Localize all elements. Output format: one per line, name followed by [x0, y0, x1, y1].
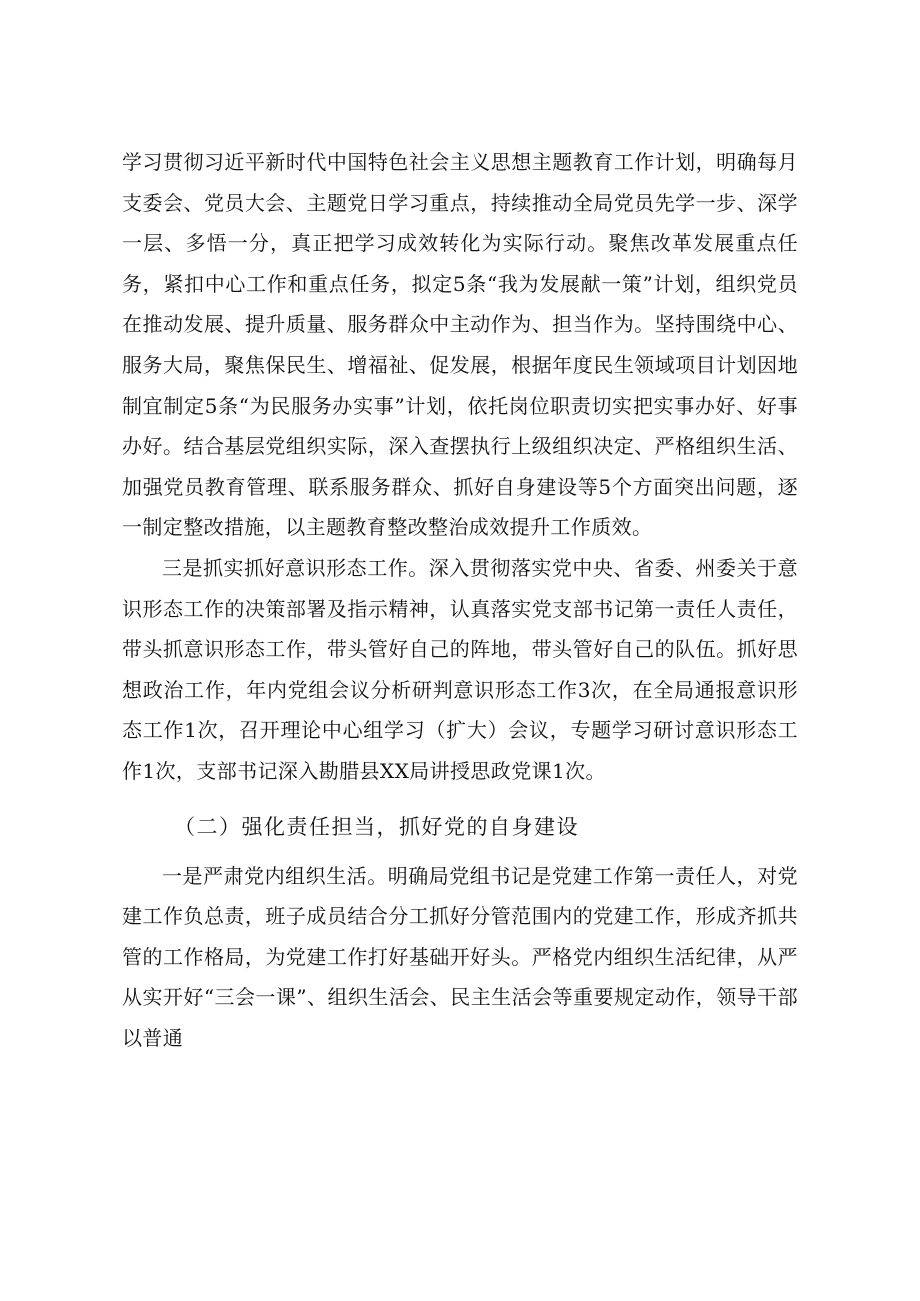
section-heading: （二）强化责任担当，抓好党的自身建设: [174, 814, 579, 839]
paragraph-organization-life: 一是严肃党内组织生活。明确局党组书记是党建工作第一责任人，对党建工作负总责，班子成员结合分工抓好分管范围内的党建工作，形成齐抓共管的工作格局，为党建工作打好基础开好头。严格党内组织生活纪律，从严从实开好“三会一课”、组织生活会、民主生活会等重要规定动作，领导干部以普通: [122, 863, 798, 1050]
document-body: [122, 142, 798, 1058]
paragraph-continuation: 学习贯彻习近平新时代中国特色社会主义思想主题教育工作计划，明确每月支委会、党员大会、主题党日学习重点，持续推动全局党员先学一步、深学一层、多悟一分，真正把学习成效转化为实际行动。聚焦改革发展重点任务，紧扣中心工作和重点任务，拟定5条“我为发展献一策”计划，组织党员在推动发展、提升质量、服务群众中主动作为、担当作为。坚持围绕中心、服务大局，聚焦保民生、增福祉、促发展，根据年度民生领域项目计划因地制宜制定5条“为民服务办实事”计划，依托岗位职责切实把实事办好、好事办好。结合基层党组织实际，深入查摆执行上级组织决定、严格组织生活、加强党员教育管理、联系服务群众、抓好自身建设等5个方面突出问题，逐一制定整改措施，以主题教育整改整治成效提升工作质效。: [122, 150, 798, 540]
paragraph-ideology-work: 三是抓实抓好意识形态工作。深入贯彻落实党中央、省委、州委关于意识形态工作的决策部署及指示精神，认真落实党支部书记第一责任人责任，带头抓意识形态工作，带头管好自己的阵地，带头管好自己的队伍。抓好思想政治工作，年内党组会议分析研判意识形态工作3次，在全局通报意识形态工作1次，召开理论中心组学习（扩大）会议，专题学习研讨意识形态工作1次，支部书记深入勘腊县XX局讲授思政党课1次。: [122, 555, 798, 783]
